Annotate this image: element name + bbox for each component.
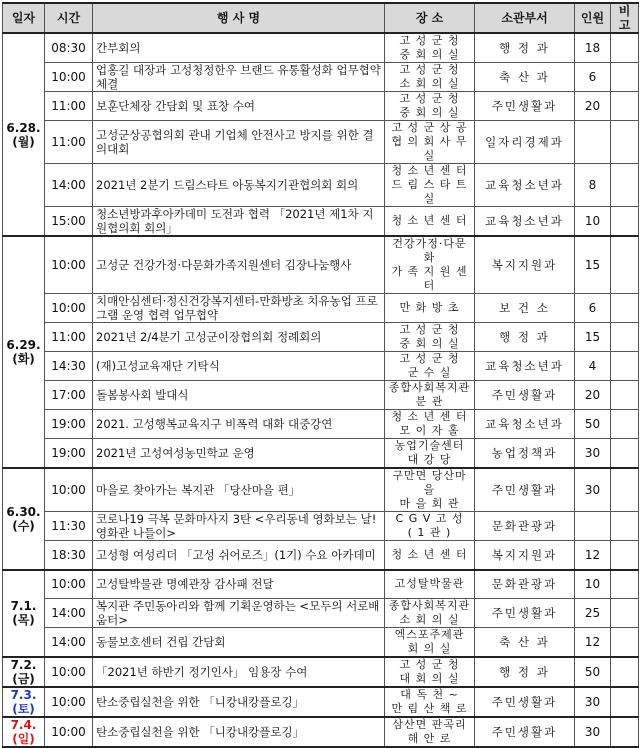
event-place: 고 성 군 상 공 협 의 회 사 무 실 — [385, 121, 475, 164]
event-time: 08:30 — [45, 33, 93, 63]
event-dept: 교육청소년과 — [475, 352, 575, 381]
event-dept: 행 정 과 — [475, 323, 575, 352]
event-place: 청 소 년 센 터 — [385, 541, 475, 570]
event-dept: 주민생활과 — [475, 381, 575, 410]
table-row — [3, 92, 639, 121]
day-date: 7.2. (금) — [3, 657, 45, 687]
event-note — [611, 570, 639, 599]
event-dept: 문화관광과 — [475, 512, 575, 541]
event-count: 30 — [575, 468, 611, 512]
event-time: 17:00 — [45, 381, 93, 410]
event-dept: 행 정 과 — [475, 33, 575, 63]
table-row — [3, 236, 639, 294]
event-place: 농업기술센터 대 강 당 — [385, 439, 475, 469]
event-note — [611, 121, 639, 164]
table-row — [3, 570, 639, 599]
table-row — [3, 121, 639, 164]
event-count: 18 — [575, 33, 611, 63]
event-name: 탄소중립실천을 위한 「니캉내캉플로깅」 — [93, 717, 385, 747]
event-count: 25 — [575, 599, 611, 628]
event-time: 14:00 — [45, 164, 93, 207]
event-count: 4 — [575, 352, 611, 381]
event-count — [575, 121, 611, 164]
event-name: 코로나19 극복 문화마사지 3탄 <우리동네 영화보는 날! 영화관 나들이> — [93, 512, 385, 541]
table-row — [3, 164, 639, 207]
event-time: 10:00 — [45, 468, 93, 512]
event-name: 2021년 2분기 드림스타트 아동복지기관협의회 회의 — [93, 164, 385, 207]
event-note — [611, 541, 639, 570]
event-dept: 주민생활과 — [475, 92, 575, 121]
event-name: 2021. 고성행복교육지구 비폭력 대화 대중강연 — [93, 410, 385, 439]
event-time: 10:00 — [45, 294, 93, 323]
event-dept: 축 산 과 — [475, 628, 575, 658]
event-time: 14:00 — [45, 599, 93, 628]
event-name: 2021년 2/4분기 고성군이장협의회 정례회의 — [93, 323, 385, 352]
event-name: 탄소중립실천을 위한 「니캉내캉플로깅」 — [93, 687, 385, 717]
event-name: 고성군 건강가정·다문화가족지원센터 김장나눔행사 — [93, 236, 385, 294]
event-count: 10 — [575, 570, 611, 599]
event-count: 15 — [575, 236, 611, 294]
table-row — [3, 512, 639, 541]
event-count: 20 — [575, 92, 611, 121]
event-name: (재)고성교육재단 기탁식 — [93, 352, 385, 381]
day-date: 6.28. (월) — [3, 33, 45, 236]
event-place: 삼산면 판곡리 해 안 로 — [385, 717, 475, 747]
table-row — [3, 657, 639, 687]
event-note — [611, 410, 639, 439]
event-time: 10:00 — [45, 717, 93, 747]
event-name: 동물보호센터 건립 간담회 — [93, 628, 385, 658]
event-dept: 행 정 과 — [475, 657, 575, 687]
event-name: 고성탈박물관 명예관장 감사패 전달 — [93, 570, 385, 599]
event-dept: 일자리경제과 — [475, 121, 575, 164]
event-count: 6 — [575, 63, 611, 92]
table-row — [3, 207, 639, 237]
event-name: 마을로 찾아가는 복지관 「당산마을 편」 — [93, 468, 385, 512]
header-time: 시간 — [45, 3, 93, 33]
header-event: 행 사 명 — [93, 3, 385, 33]
event-time: 14:00 — [45, 628, 93, 658]
event-dept: 농업정책과 — [475, 439, 575, 469]
event-time: 19:00 — [45, 410, 93, 439]
event-count: 12 — [575, 628, 611, 658]
event-count: 50 — [575, 410, 611, 439]
event-place: 종합사회복지관 분 관 — [385, 381, 475, 410]
event-note — [611, 352, 639, 381]
event-note — [611, 33, 639, 63]
event-note — [611, 236, 639, 294]
header-place: 장 소 — [385, 3, 475, 33]
event-time: 19:00 — [45, 439, 93, 469]
event-name: 보훈단체장 간담회 및 표창 수여 — [93, 92, 385, 121]
event-place: 대 독 천 ~ 만 림 산 책 로 — [385, 687, 475, 717]
event-dept: 교육청소년과 — [475, 207, 575, 237]
event-place: 청 소 년 센 터 — [385, 207, 475, 237]
event-dept: 문화관광과 — [475, 570, 575, 599]
event-place: 고 성 군 청 중 회 의 실 — [385, 323, 475, 352]
event-place: 고 성 군 청 중 회 의 실 — [385, 33, 475, 63]
event-time: 10:00 — [45, 63, 93, 92]
event-dept: 주민생활과 — [475, 687, 575, 717]
event-time: 11:00 — [45, 92, 93, 121]
event-time: 15:00 — [45, 207, 93, 237]
event-dept: 복지지원과 — [475, 236, 575, 294]
event-name: 간부회의 — [93, 33, 385, 63]
event-dept: 주민생활과 — [475, 468, 575, 512]
event-place: 고 성 군 청 대 회 의 실 — [385, 657, 475, 687]
event-place: 청 소 년 센 터 모 이 자 홀 — [385, 410, 475, 439]
event-name: 고성형 여성리더 「고성 쉬어로즈」(1기) 수요 아카데미 — [93, 541, 385, 570]
event-place: 종합사회복지관 소 회 의 실 — [385, 599, 475, 628]
event-note — [611, 657, 639, 687]
event-count: 10 — [575, 207, 611, 237]
header-count: 인원 — [575, 3, 611, 33]
event-count: 12 — [575, 541, 611, 570]
table-row — [3, 687, 639, 717]
event-time: 10:00 — [45, 236, 93, 294]
table-row — [3, 323, 639, 352]
event-note — [611, 439, 639, 469]
event-count: 6 — [575, 294, 611, 323]
event-place: 만 화 방 초 — [385, 294, 475, 323]
header-row — [3, 3, 639, 33]
table-row — [3, 352, 639, 381]
event-name: 청소년방과후아카데미 도전과 협력 「2021년 제1차 지원협의회 회의」 — [93, 207, 385, 237]
event-time: 11:00 — [45, 323, 93, 352]
schedule-table — [2, 2, 639, 748]
day-date: 6.29. (화) — [3, 236, 45, 468]
event-name: 치매안심센터·정신건강복지센터-만화방초 치유농업 프로그램 운영 협력 업무협약 — [93, 294, 385, 323]
event-time: 10:00 — [45, 657, 93, 687]
table-row — [3, 63, 639, 92]
event-count: 15 — [575, 323, 611, 352]
table-row — [3, 294, 639, 323]
event-time: 10:00 — [45, 687, 93, 717]
event-note — [611, 687, 639, 717]
event-place: 고 성 군 청 소 회 의 실 — [385, 63, 475, 92]
event-note — [611, 628, 639, 658]
event-note — [611, 63, 639, 92]
event-name: 복지관 주민동아리와 함께 기획운영하는 <모두의 서로배움터> — [93, 599, 385, 628]
event-name: 고성군상공협의회 관내 기업체 안전사고 방지를 위한 결의대회 — [93, 121, 385, 164]
event-time: 10:00 — [45, 570, 93, 599]
header-date: 일자 — [3, 3, 45, 33]
event-name: 2021년 고성여성농민학교 운영 — [93, 439, 385, 469]
event-place: 엑스포주제관 회 의 실 — [385, 628, 475, 658]
event-note — [611, 294, 639, 323]
event-dept: 교육청소년과 — [475, 410, 575, 439]
day-date: 7.3. (토) — [3, 687, 45, 717]
event-dept: 보 건 소 — [475, 294, 575, 323]
table-row — [3, 381, 639, 410]
event-place: 건강가정·다문화 가 족 지 원 센 터 — [385, 236, 475, 294]
event-place: 고 성 군 청 군 수 실 — [385, 352, 475, 381]
event-note — [611, 468, 639, 512]
event-name: 돌봄봉사회 발대식 — [93, 381, 385, 410]
event-note — [611, 323, 639, 352]
event-count: 30 — [575, 687, 611, 717]
table-header — [3, 3, 639, 33]
table-row — [3, 541, 639, 570]
table-row — [3, 33, 639, 63]
event-time: 11:30 — [45, 512, 93, 541]
event-dept: 주민생활과 — [475, 717, 575, 747]
event-time: 11:00 — [45, 121, 93, 164]
event-place: C G V 고 성 ( 1 관 ) — [385, 512, 475, 541]
event-dept: 주민생활과 — [475, 599, 575, 628]
event-note — [611, 599, 639, 628]
table-row — [3, 468, 639, 512]
table-row — [3, 439, 639, 469]
event-place: 고 성 군 청 중 회 의 실 — [385, 92, 475, 121]
event-note — [611, 717, 639, 747]
event-count — [575, 512, 611, 541]
day-date: 6.30. (수) — [3, 468, 45, 570]
header-note: 비고 — [611, 3, 639, 33]
event-name: 업홍길 대장과 고성청정한우 브랜드 유통활성화 업무협약 체결 — [93, 63, 385, 92]
event-count: 30 — [575, 717, 611, 747]
event-place: 청 소 년 센 터 드 림 스 타 트 실 — [385, 164, 475, 207]
day-date: 7.4. (일) — [3, 717, 45, 747]
table-row — [3, 410, 639, 439]
event-dept: 축 산 과 — [475, 63, 575, 92]
header-dept: 소관부서 — [475, 3, 575, 33]
event-time: 14:30 — [45, 352, 93, 381]
event-note — [611, 164, 639, 207]
event-time: 18:30 — [45, 541, 93, 570]
day-date: 7.1. (목) — [3, 570, 45, 658]
event-dept: 복지지원과 — [475, 541, 575, 570]
event-note — [611, 92, 639, 121]
event-place: 구만면 당산마을 마 을 회 관 — [385, 468, 475, 512]
event-count: 30 — [575, 439, 611, 469]
event-count: 8 — [575, 164, 611, 207]
event-dept: 교육청소년과 — [475, 164, 575, 207]
event-count: 20 — [575, 381, 611, 410]
table-row — [3, 717, 639, 747]
event-note — [611, 207, 639, 237]
event-place: 고성탈박물관 — [385, 570, 475, 599]
table-body — [3, 33, 639, 747]
event-note — [611, 512, 639, 541]
event-note — [611, 381, 639, 410]
table-row — [3, 628, 639, 658]
event-name: 「2021년 하반기 정기인사」 임용장 수여 — [93, 657, 385, 687]
event-count: 50 — [575, 657, 611, 687]
table-row — [3, 599, 639, 628]
